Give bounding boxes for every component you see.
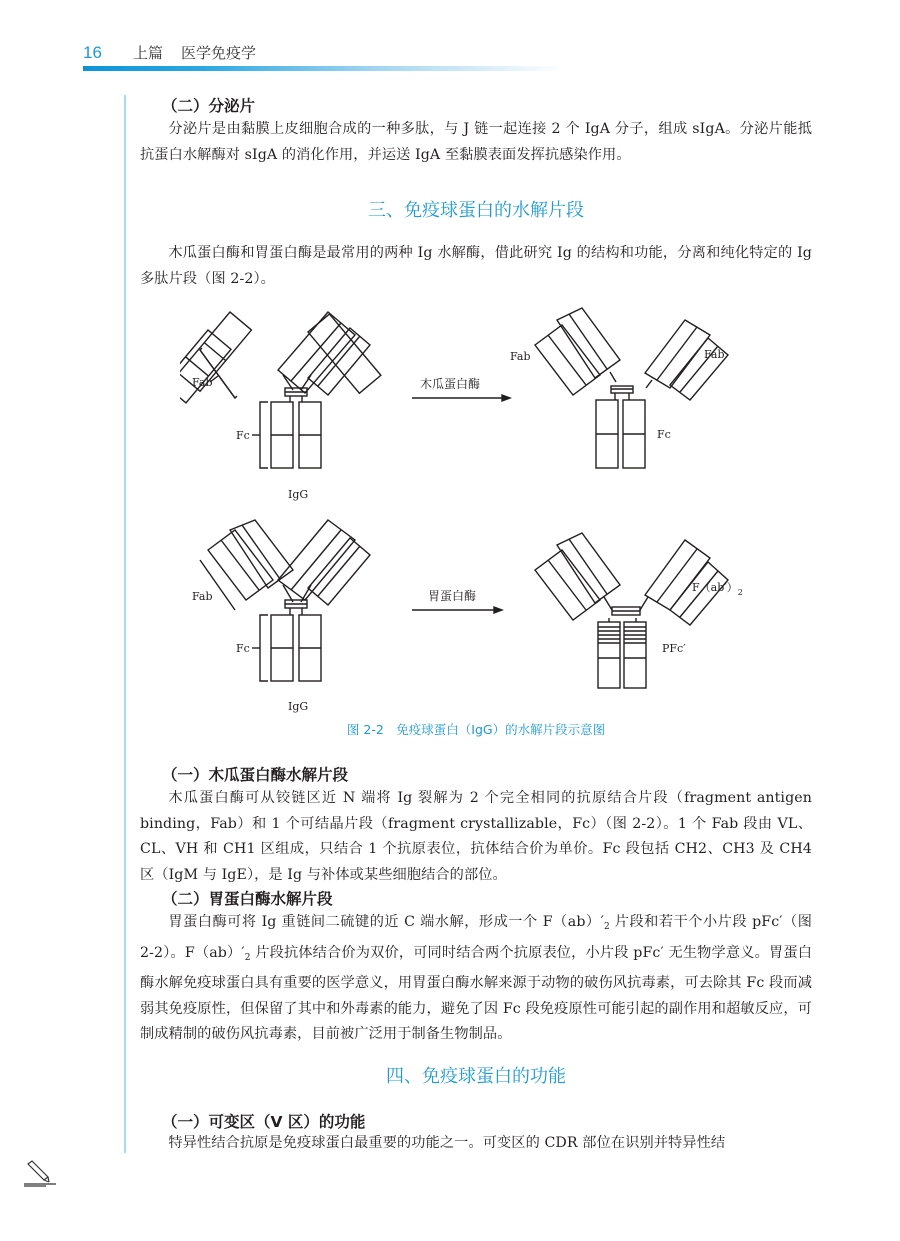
- subsection-heading-v-region: （一）可变区（V 区）的功能: [162, 1113, 366, 1131]
- paragraph-v-region: 特异性结合抗原是免疫球蛋白最重要的功能之一。可变区的 CDR 部位在识别并特异性结: [168, 1135, 726, 1151]
- book-title: 医学免疫学: [181, 44, 257, 62]
- label-fc-result: Fc: [657, 428, 671, 441]
- label-pfc-result: PFc′: [662, 642, 686, 655]
- paragraph-secretory-piece: 分泌片是由黏膜上皮细胞合成的一种多肽，与 J 链一起连接 2 个 IgA 分子，组成 sIgA。分泌片能抵抗蛋白水解酶对 sIgA 的消化作用，并运送 IgA 至黏膜表面发挥抗感染作用。: [140, 121, 812, 163]
- paragraph-pepsin: 胃蛋白酶可将 Ig 重链间二硫键的近 C 端水解，形成一个 $F(ab)'_2$ 片段和若干个小片段 pFc′（图 2-2）。$F(ab)'_2$ 片段抗体结合价为双价，可同时结合两个抗原表位，小片段 pFc′ 无生物学意义。胃蛋白酶水解免疫球蛋白具有重要的医学意义，用胃蛋白酶水解来源于动物的破伤风抗毒素，可去除其 Fc 段而减弱其免疫原性，但保留了其中和外毒素的能力，避免了因 Fc 段免疫原性可能引起的副作用和超敏反应，可制成精制的破伤风抗毒素，目前被广泛用于制备生物制品。: [140, 914, 812, 1042]
- igg-diagram-top: [180, 312, 381, 468]
- margin-rule: [124, 95, 126, 1153]
- label-fab-left-result: Fab: [510, 350, 531, 363]
- part-label: 上篇: [133, 44, 164, 62]
- label-fab2-result: $F(ab')_2$: [692, 581, 743, 597]
- header-title: [133, 42, 256, 63]
- label-fab-right-result: Fab: [704, 348, 725, 361]
- igg-diagram-bottom: [200, 520, 370, 681]
- enzyme-papain-label: 木瓜蛋白酶: [420, 377, 481, 391]
- label-fab-top: Fab: [192, 376, 213, 389]
- label-igg-top: IgG: [288, 488, 309, 501]
- section-title-function: 四、免疫球蛋白的功能: [386, 1066, 566, 1087]
- figure-igg-hydrolysis: [180, 300, 780, 720]
- subsection-heading-pepsin: （二）胃蛋白酶水解片段: [162, 890, 333, 908]
- paragraph-papain: 木瓜蛋白酶可从铰链区近 N 端将 Ig 裂解为 2 个完全相同的抗原结合片段（fragment antigen binding，Fab）和 1 个可结晶片段（fragment crystallizable，Fc）（图 2-2）。1 个 Fab 段由 VL、CL、VH 和 CH1 区组成，只结合 1 个抗原表位，抗体结合价为单价。Fc 段包括 CH2、CH3 及 CH4 区（IgM 与 IgE），是 Ig 与补体或某些细胞结合的部位。: [140, 790, 812, 883]
- subsection-heading-secretory-piece: （二）分泌片: [162, 97, 256, 115]
- header-rule: [83, 66, 563, 71]
- label-fc-top: Fc: [236, 429, 250, 442]
- subsection-heading-papain: （一）木瓜蛋白酶水解片段: [162, 766, 349, 784]
- page-number: 16: [83, 43, 102, 62]
- label-fab-bottom: Fab: [192, 590, 213, 603]
- enzyme-pepsin-label: 胃蛋白酶: [428, 589, 477, 603]
- pepsin-products: [535, 533, 728, 688]
- papain-products: [535, 308, 728, 468]
- pen-note-icon: [20, 1160, 60, 1190]
- figure-caption: 图 2-2 免疫球蛋白（IgG）的水解片段示意图: [346, 722, 606, 737]
- label-igg-bottom: IgG: [288, 700, 309, 713]
- section-title-hydrolysis: 三、免疫球蛋白的水解片段: [368, 200, 584, 221]
- paragraph-hydrolysis-intro: 木瓜蛋白酶和胃蛋白酶是最常用的两种 Ig 水解酶，借此研究 Ig 的结构和功能，分离和纯化特定的 Ig 多肽片段（图 2-2）。: [140, 245, 812, 287]
- label-fc-bottom: Fc: [236, 642, 250, 655]
